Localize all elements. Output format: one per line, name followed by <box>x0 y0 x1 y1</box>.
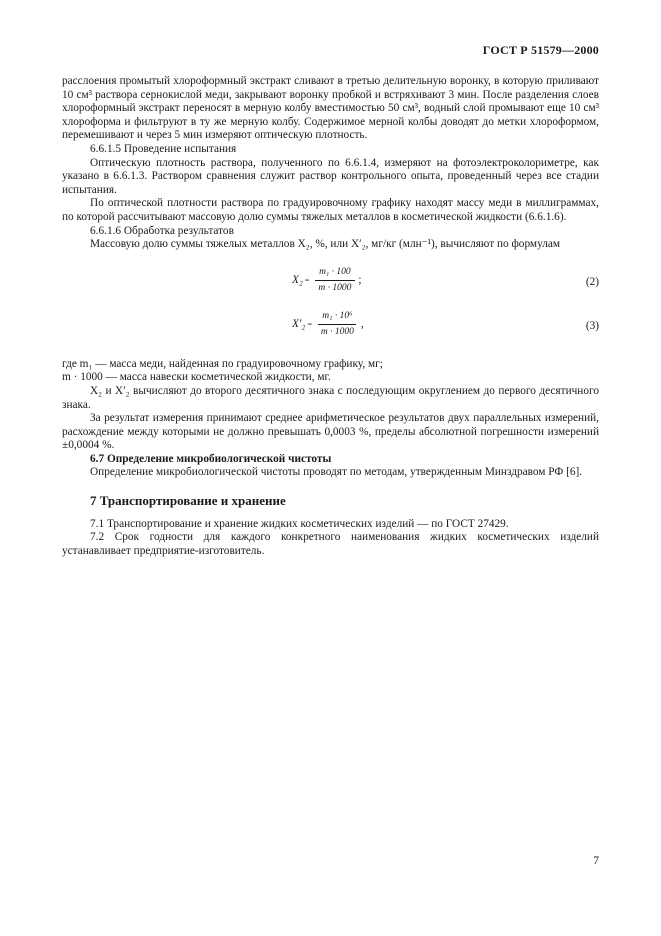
formula-tail: , <box>360 318 364 331</box>
paragraph: расслоения промытый хлороформный экстракт сливают в третью делительную воронку, в которую приливают 10 см³ раствора сернокислой меди, закрывают воронку пробкой и встряхивают 3 мин. После разделения слоев хлороформный экстракт переносят в мерную колбу вместимостью 50 см³, водный слой промывают еще 10 см³ хлороформа и фильтруют в ту же мерную колбу. Содержимое мерной колбы доводят до метки хлороформом, перемешивают и через 5 мин измеряют оптическую плотность. <box>62 75 599 142</box>
formula-2 <box>62 262 599 302</box>
formula-equals: = <box>307 320 312 330</box>
formula-3 <box>62 306 599 346</box>
where-clause: где m₁ — масса меди, найденная по градуировочному графику, мг; <box>62 357 383 370</box>
formula-denominator: m · 1000 <box>320 327 354 338</box>
formula-lhs: X₂ <box>292 274 303 287</box>
formula-equals: = <box>304 276 310 286</box>
formula-fraction <box>314 266 355 296</box>
formula-numerator: m₁ · 100 <box>315 266 355 282</box>
paragraph: За результат измерения принимают среднее арифметическое результатов двух параллельных измерений, расхождение между которыми не должно превышать 0,0003 %, пределы абсолютной погрешности измерений ±0,0004 %. <box>62 412 599 452</box>
subsection-heading-6-6-1-6: 6.6.1.6 Обработка результатов <box>90 224 234 237</box>
subsection-heading-6-7: 6.7 Определение микробиологической чистоты <box>90 452 332 465</box>
formula-number: (2) <box>585 275 599 288</box>
page-body <box>62 75 599 558</box>
section-heading-7: 7 Транспортирование и хранение <box>90 493 286 509</box>
paragraph: По оптической плотности раствора по градуировочному графику находят массу меди в миллиграммах, по которой рассчитывают массовую долю суммы тяжелых металлов в косметической жидкости (6.6.1.6). <box>62 197 599 223</box>
paragraph: 7.1 Транспортирование и хранение жидких косметических изделий — по ГОСТ 27429. <box>90 517 509 530</box>
paragraph: Массовую долю суммы тяжелых металлов X₂, %, или X′₂, мг/кг (млн⁻¹), вычисляют по формулам <box>90 238 561 251</box>
formula-tail: ; <box>358 274 362 287</box>
formula-denominator: m · 1000 <box>318 283 352 294</box>
paragraph: X₂ и X′₂ вычисляют до второго десятичного знака с последующим округлением до первого десятичного знака. <box>62 384 599 411</box>
subsection-heading-6-6-1-5: 6.6.1.5 Проведение испытания <box>90 142 237 155</box>
page-number: 7 <box>593 855 599 867</box>
paragraph: 7.2 Срок годности для каждого конкретного наименования жидких косметических изделий устанавливает предприятие-изготовитель. <box>62 531 599 557</box>
paragraph: Определение микробиологической чистоты проводят по методам, утвержденным Минздравом РФ [6]. <box>90 466 583 479</box>
where-clause: m · 1000 — масса навески косметической жидкости, мг. <box>62 371 331 384</box>
formula-number: (3) <box>585 319 599 332</box>
formula-numerator: m₁ · 10⁶ <box>318 310 356 326</box>
formula-lhs: X′₂ <box>292 318 306 331</box>
paragraph: Оптическую плотность раствора, полученного по 6.6.1.4, измеряют на фотоэлектроколориметре, как указано в 6.6.1.3. Раствором сравнения служит раствор контрольного опыта, проведенный через все стадии испытания. <box>62 156 599 196</box>
standard-code-header: ГОСТ Р 51579—2000 <box>482 43 599 57</box>
formula-fraction <box>317 310 358 340</box>
